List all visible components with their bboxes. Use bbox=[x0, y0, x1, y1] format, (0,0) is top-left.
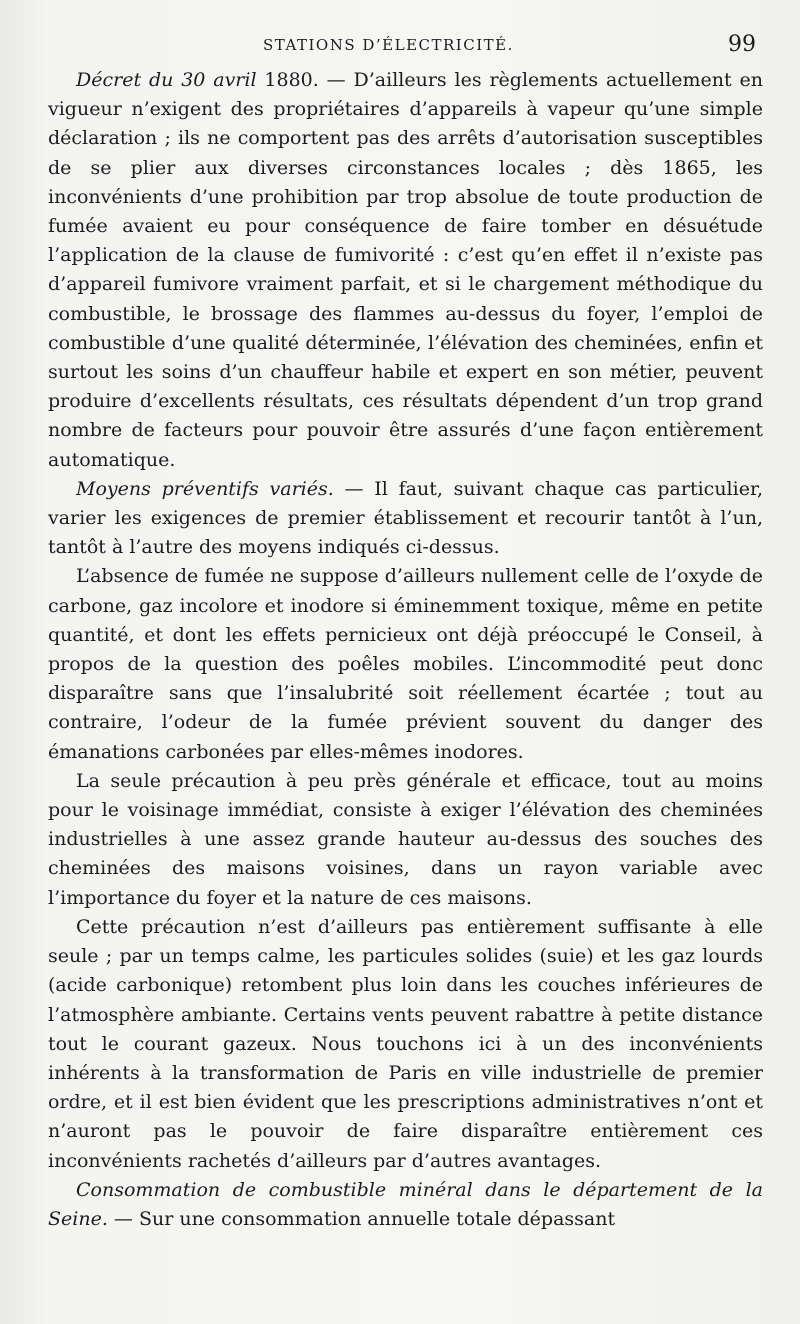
paragraph-lead-separator: — bbox=[333, 477, 375, 500]
running-header bbox=[0, 30, 800, 64]
paragraph bbox=[48, 1176, 763, 1234]
paragraph-text: Il faut, suivant chaque cas particulier, varier les exigences de premier établissement et recourir tantôt à l’un, tantôt à l’autre des moyens indiqués ci-dessus. bbox=[48, 477, 763, 559]
paragraph-lead: Moyens préventifs variés. bbox=[76, 477, 334, 500]
paragraph bbox=[48, 767, 763, 913]
paragraph bbox=[48, 913, 763, 1176]
running-title: STATIONS D’ÉLECTRICITÉ. bbox=[263, 36, 514, 54]
paragraph-text: Sur une consommation annuelle totale dépassant bbox=[138, 1207, 616, 1230]
paragraph-lead: Consommation de combustible minéral dans le département de la Seine. bbox=[48, 1178, 763, 1230]
paragraph-lead-separator: 1880. — bbox=[256, 69, 354, 91]
paragraph-text: D’ailleurs les règlements actuellement en vigueur n’exigent des propriétaires d’appareils à vapeur qu’une simple déclaration ; ils ne comportent pas des arrêts d’autorisation susceptibles de se plier aux diverses circonstances locales ; dès 1865, les inconvénients d’une prohibition par trop absolue de toute production de fumée avaient eu pour conséquence de faire tomber en désuétude l’application de la clause de fumivorité : c’est qu’en effet il n’existe pas d’appareil fumivore vraiment parfait, et si le chargement méthodique du combustible, le brossage des flammes au-dessus du foyer, l’emploi de combustible d’une qualité déterminée, l’élévation des cheminées, enfin et surtout les soins d’un chauffeur habile et expert en son métier, peuvent produire d’excellents résultats, ces résultats dépendent d’un trop grand nombre de facteurs pour pouvoir être assurés d’une façon entièrement automatique. bbox=[48, 69, 763, 471]
paragraph-lead-separator: — bbox=[107, 1207, 139, 1230]
paragraph bbox=[48, 562, 763, 766]
paragraph bbox=[48, 475, 763, 563]
paragraph-lead: Décret du 30 avril bbox=[76, 69, 257, 91]
paragraph bbox=[48, 66, 763, 475]
paragraph-text: L’absence de fumée ne suppose d’ailleurs nullement celle de l’oxyde de carbone, gaz incolore et inodore si éminemment toxique, même en petite quantité, et dont les effets pernicieux ont déjà préoccupé le Conseil, à propos de la question des poêles mobiles. L’incommodité peut donc disparaître sans que l’insalubrité soit réellement écartée ; tout au contraire, l’odeur de la fumée prévient souvent du danger des émanations carbonées par elles-mêmes inodores. bbox=[48, 565, 763, 763]
paragraph-text: La seule précaution à peu près générale et efficace, tout au moins pour le voisinage immédiat, consiste à exiger l’élévation des cheminées industrielles à une assez grande hauteur au-dessus des souches des cheminées des maisons voisines, dans un rayon variable avec l’importance du foyer et la nature de ces maisons. bbox=[48, 769, 763, 909]
paragraph-text: Cette précaution n’est d’ailleurs pas entièrement suffisante à elle seule ; par un temps calme, les particules solides (suie) et les gaz lourds (acide carbonique) retombent plus loin dans les couches inférieures de l’atmosphère ambiante. Certains vents peuvent rabattre à petite distance tout le courant gazeux. Nous touchons ici à un des inconvénients inhérents à la transformation de Paris en ville industrielle de premier ordre, et il est bien évident que les prescriptions administratives n’ont et n’auront pas le pouvoir de faire disparaître entièrement ces inconvénients rachetés d’ailleurs par d’autres avantages. bbox=[48, 915, 763, 1172]
body-text bbox=[48, 66, 763, 1234]
page-number: 99 bbox=[728, 32, 756, 57]
